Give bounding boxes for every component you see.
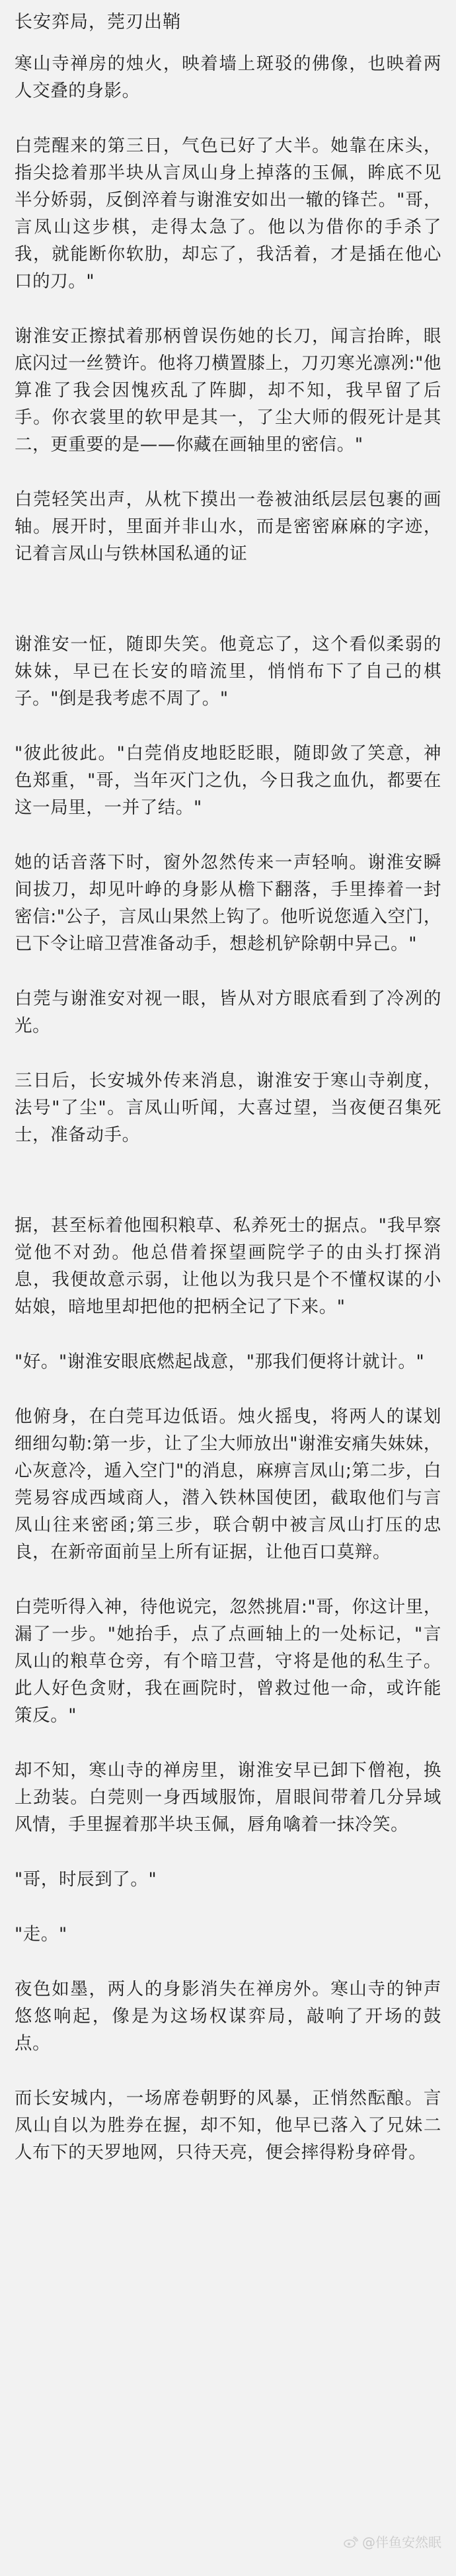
article-title: 长安弈局，莞刃出鞘 — [15, 12, 181, 32]
watermark-text: @伴鱼安然眠 — [362, 2534, 441, 2550]
paragraph: "彼此彼此。"白莞俏皮地眨眨眼，随即敛了笑意，神色郑重，"哥，当年灭门之仇，今日我之血仇，都要在这一局里，一并了结。" — [15, 743, 441, 818]
paragraph: 寒山寺禅房的烛火，映着墙上斑驳的佛像，也映着两人交叠的身影。 — [15, 54, 441, 101]
paragraph: 而长安城内，一场席卷朝野的风暴，正悄然酝酿。言凤山自以为胜券在握，却不知，他早已落入了兄妹二人布下的天罗地网，只待天亮，便会摔得粉身碎骨。 — [15, 2088, 441, 2163]
paragraph: 三日后，长安城外传来消息，谢淮安于寒山寺剃度，法号"了尘"。言凤山听闻，大喜过望，当夜便召集死士，准备动手。 — [15, 1070, 441, 1145]
paragraph: 夜色如墨，两人的身影消失在禅房外。寒山寺的钟声悠悠响起，像是为这场权谋弈局，敲响了开场的鼓点。 — [15, 1979, 441, 2054]
paragraph: 白莞醒来的第三日，气色已好了大半。她靠在床头，指尖捻着那半块从言凤山身上掉落的玉佩，眸底不见半分娇弱，反倒淬着与谢淮安如出一辙的锋芒。"哥，言凤山这步棋，走得太急了。他以为借你的手杀了我，就能断你软肋，却忘了，我活着，才是插在他心口的刀。" — [15, 136, 441, 292]
paragraph: 白莞轻笑出声，从枕下摸出一卷被油纸层层包裹的画轴。展开时，里面并非山水，而是密密麻麻的字迹，记着言凤山与铁林国私通的证 — [15, 489, 441, 564]
paragraph: 她的话音落下时，窗外忽然传来一声轻响。谢淮安瞬间拔刀，却见叶峥的身影从檐下翻落，手里捧着一封密信:"公子，言凤山果然上钩了。他听说您遁入空门，已下令让暗卫营准备动手，想趁机铲除朝中异己。" — [15, 852, 441, 954]
paragraph: 他俯身，在白莞耳边低语。烛火摇曳，将两人的谋划细细勾勒:第一步，让了尘大师放出"谢淮安痛失妹妹，心灰意冷，遁入空门"的消息，麻痹言凤山;第二步，白莞易容成西域商人，潜入铁林国使团，截取他们与言凤山往来密函;第三步，联合朝中被言凤山打压的忠良，在新帝面前呈上所有证据，让他百口莫辩。 — [15, 1406, 441, 1562]
paragraph: 却不知，寒山寺的禅房里，谢淮安早已卸下僧袍，换上劲装。白莞则一身西域服饰，眉眼间带着几分异域风情，手里握着那半块玉佩，唇角噙着一抹冷笑。 — [15, 1760, 441, 1835]
paragraph: "好。"谢淮安眼底燃起战意，"那我们便将计就计。" — [15, 1351, 425, 1372]
weibo-logo-icon — [344, 2536, 358, 2548]
watermark — [344, 2534, 441, 2551]
paragraph: "走。" — [15, 1924, 67, 1945]
paragraph: 谢淮安正擦拭着那柄曾误伤她的长刀，闻言抬眸，眼底闪过一丝赞许。他将刀横置膝上，刀刃寒光凛冽:"他算准了我会因愧疚乱了阵脚，却不知，我早留了后手。你衣裳里的软甲是其一，了尘大师的假死计是其二，更重要的是——你藏在画轴里的密信。" — [15, 326, 441, 455]
paragraph: 白莞与谢淮安对视一眼，皆从对方眼底看到了冷冽的光。 — [15, 988, 441, 1036]
paragraph: 白莞听得入神，待他说完，忽然挑眉:"哥，你这计里，漏了一步。"她抬手，点了点画轴上的一处标记，"言凤山的粮草仓旁，有个暗卫营，守将是他的私生子。此人好色贪财，我在画院时，曾救过他一命，或许能策反。" — [15, 1597, 441, 1726]
paragraph: "哥，时辰到了。" — [15, 1869, 157, 1890]
paragraph: 据，甚至标着他囤积粮草、私养死士的据点。"我早察觉他不对劲。他总借着探望画院学子的由头打探消息，我便故意示弱，让他以为我只是个不懂权谋的小姑娘，暗地里却把他的把柄全记了下来。" — [15, 1215, 441, 1317]
paragraph: 谢淮安一怔，随即失笑。他竟忘了，这个看似柔弱的妹妹，早已在长安的暗流里，悄悄布下了自己的棋子。"倒是我考虑不周了。" — [15, 634, 441, 709]
